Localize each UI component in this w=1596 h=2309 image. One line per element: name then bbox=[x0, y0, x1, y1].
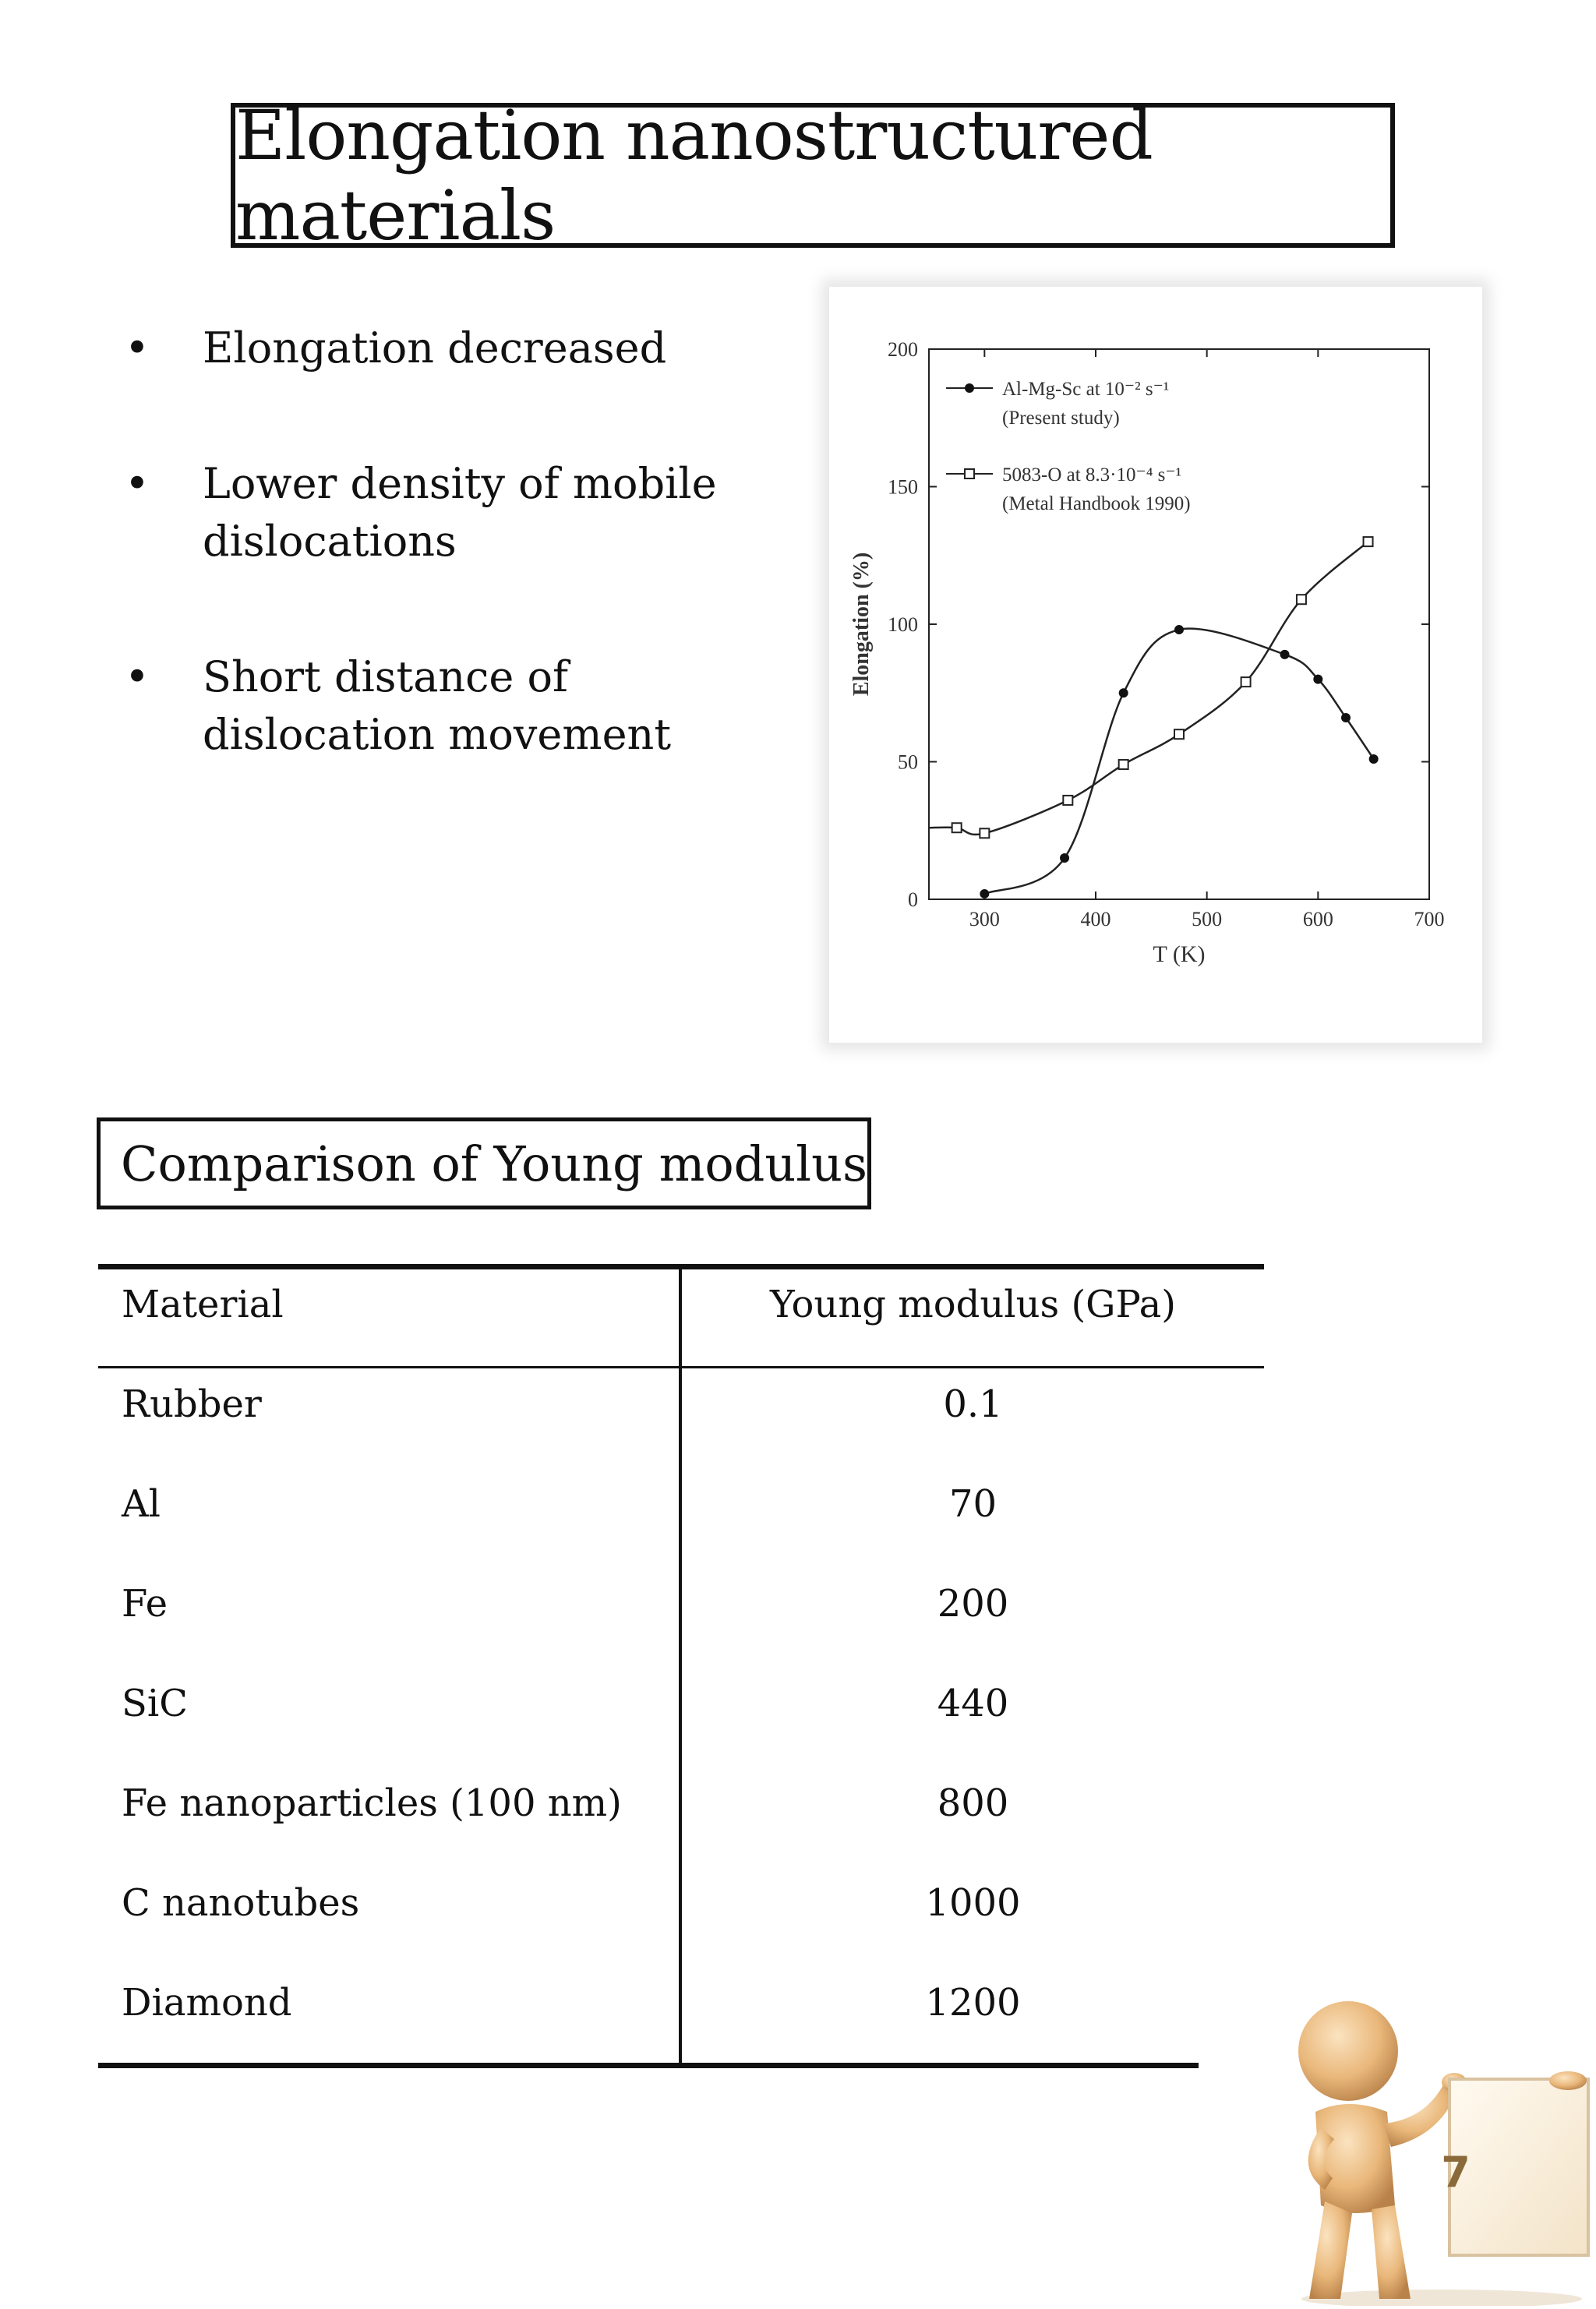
legend-marker bbox=[965, 383, 974, 393]
series-line bbox=[984, 629, 1373, 894]
x-tick-label: 300 bbox=[969, 908, 1000, 930]
y-tick-label: 50 bbox=[898, 750, 918, 774]
y-tick-label: 200 bbox=[888, 338, 918, 361]
cell-material: Fe bbox=[122, 1582, 168, 1626]
section-title-box bbox=[97, 1117, 871, 1209]
elongation-chart bbox=[829, 287, 1482, 1043]
legend-note: (Metal Handbook 1990) bbox=[1002, 493, 1191, 514]
cell-material: Diamond bbox=[122, 1981, 292, 2025]
data-point bbox=[1369, 754, 1379, 764]
bullet-item bbox=[117, 320, 787, 377]
data-point bbox=[1119, 688, 1128, 697]
table-column-divider bbox=[679, 1264, 682, 2065]
cell-material: SiC bbox=[122, 1682, 188, 1725]
bullet-text: Elongation decreased bbox=[203, 323, 667, 372]
cell-modulus: 440 bbox=[937, 1682, 1009, 1725]
y-tick-label: 100 bbox=[888, 613, 918, 636]
legend-note: (Present study) bbox=[1002, 408, 1120, 429]
x-tick-label: 400 bbox=[1080, 908, 1111, 930]
data-point bbox=[952, 823, 962, 832]
bullet-item bbox=[117, 648, 787, 764]
data-point bbox=[980, 828, 989, 838]
data-point bbox=[1297, 595, 1306, 604]
bullet-text: Lower density of mobile dislocations bbox=[203, 459, 717, 566]
x-tick-label: 700 bbox=[1414, 908, 1445, 930]
bullet-icon: • bbox=[125, 323, 150, 372]
cell-modulus: 0.1 bbox=[943, 1382, 1003, 1426]
cell-modulus: 800 bbox=[937, 1781, 1009, 1825]
data-point bbox=[1241, 677, 1251, 687]
data-point bbox=[1313, 675, 1322, 684]
data-point bbox=[1174, 625, 1184, 634]
data-point bbox=[1341, 713, 1351, 722]
x-tick-label: 600 bbox=[1302, 908, 1333, 930]
data-point bbox=[1060, 853, 1069, 863]
data-point bbox=[1364, 537, 1373, 546]
elongation-chart-frame bbox=[829, 287, 1482, 1043]
bullet-item bbox=[117, 455, 787, 570]
header-material: Material bbox=[122, 1283, 284, 1326]
data-point bbox=[1119, 760, 1128, 769]
cell-modulus: 200 bbox=[937, 1582, 1009, 1626]
data-point bbox=[1280, 650, 1290, 659]
bullet-icon: • bbox=[125, 459, 150, 508]
plot-area bbox=[929, 349, 1429, 899]
cell-material: Fe nanoparticles (100 nm) bbox=[122, 1781, 622, 1825]
table-bottom-rule bbox=[98, 2063, 1199, 2068]
title-box bbox=[231, 95, 1395, 256]
legend-label: 5083-O at 8.3·10⁻⁴ s⁻¹ bbox=[1002, 464, 1182, 485]
y-tick-label: 150 bbox=[888, 475, 918, 499]
data-point bbox=[1174, 729, 1184, 739]
cell-material: C nanotubes bbox=[122, 1881, 360, 1925]
cell-material: Al bbox=[122, 1482, 161, 1526]
cell-modulus: 1000 bbox=[925, 1881, 1021, 1925]
cell-modulus: 1200 bbox=[925, 1981, 1021, 2025]
cell-material: Rubber bbox=[122, 1382, 262, 1426]
series-line bbox=[929, 542, 1368, 835]
x-axis-label: T (K) bbox=[1153, 941, 1206, 967]
page-number: 7 bbox=[1441, 2148, 1471, 2197]
legend-marker bbox=[965, 469, 974, 478]
header-young-modulus: Young modulus (GPa) bbox=[770, 1283, 1176, 1326]
y-axis-label: Elongation (%) bbox=[849, 552, 874, 697]
bullet-text: Short distance of dislocation movement bbox=[203, 652, 672, 759]
cell-modulus: 70 bbox=[948, 1482, 998, 1526]
data-point bbox=[1063, 796, 1072, 805]
bullet-icon: • bbox=[125, 652, 150, 701]
section-title: Comparison of Young modulus bbox=[121, 1135, 867, 1192]
data-point bbox=[980, 889, 989, 899]
y-tick-label: 0 bbox=[908, 888, 918, 911]
page-title: Elongation nanostructured materials bbox=[235, 95, 1153, 256]
legend-label: Al-Mg-Sc at 10⁻² s⁻¹ bbox=[1002, 379, 1170, 400]
bullet-list bbox=[117, 320, 787, 842]
x-tick-label: 500 bbox=[1192, 908, 1223, 930]
